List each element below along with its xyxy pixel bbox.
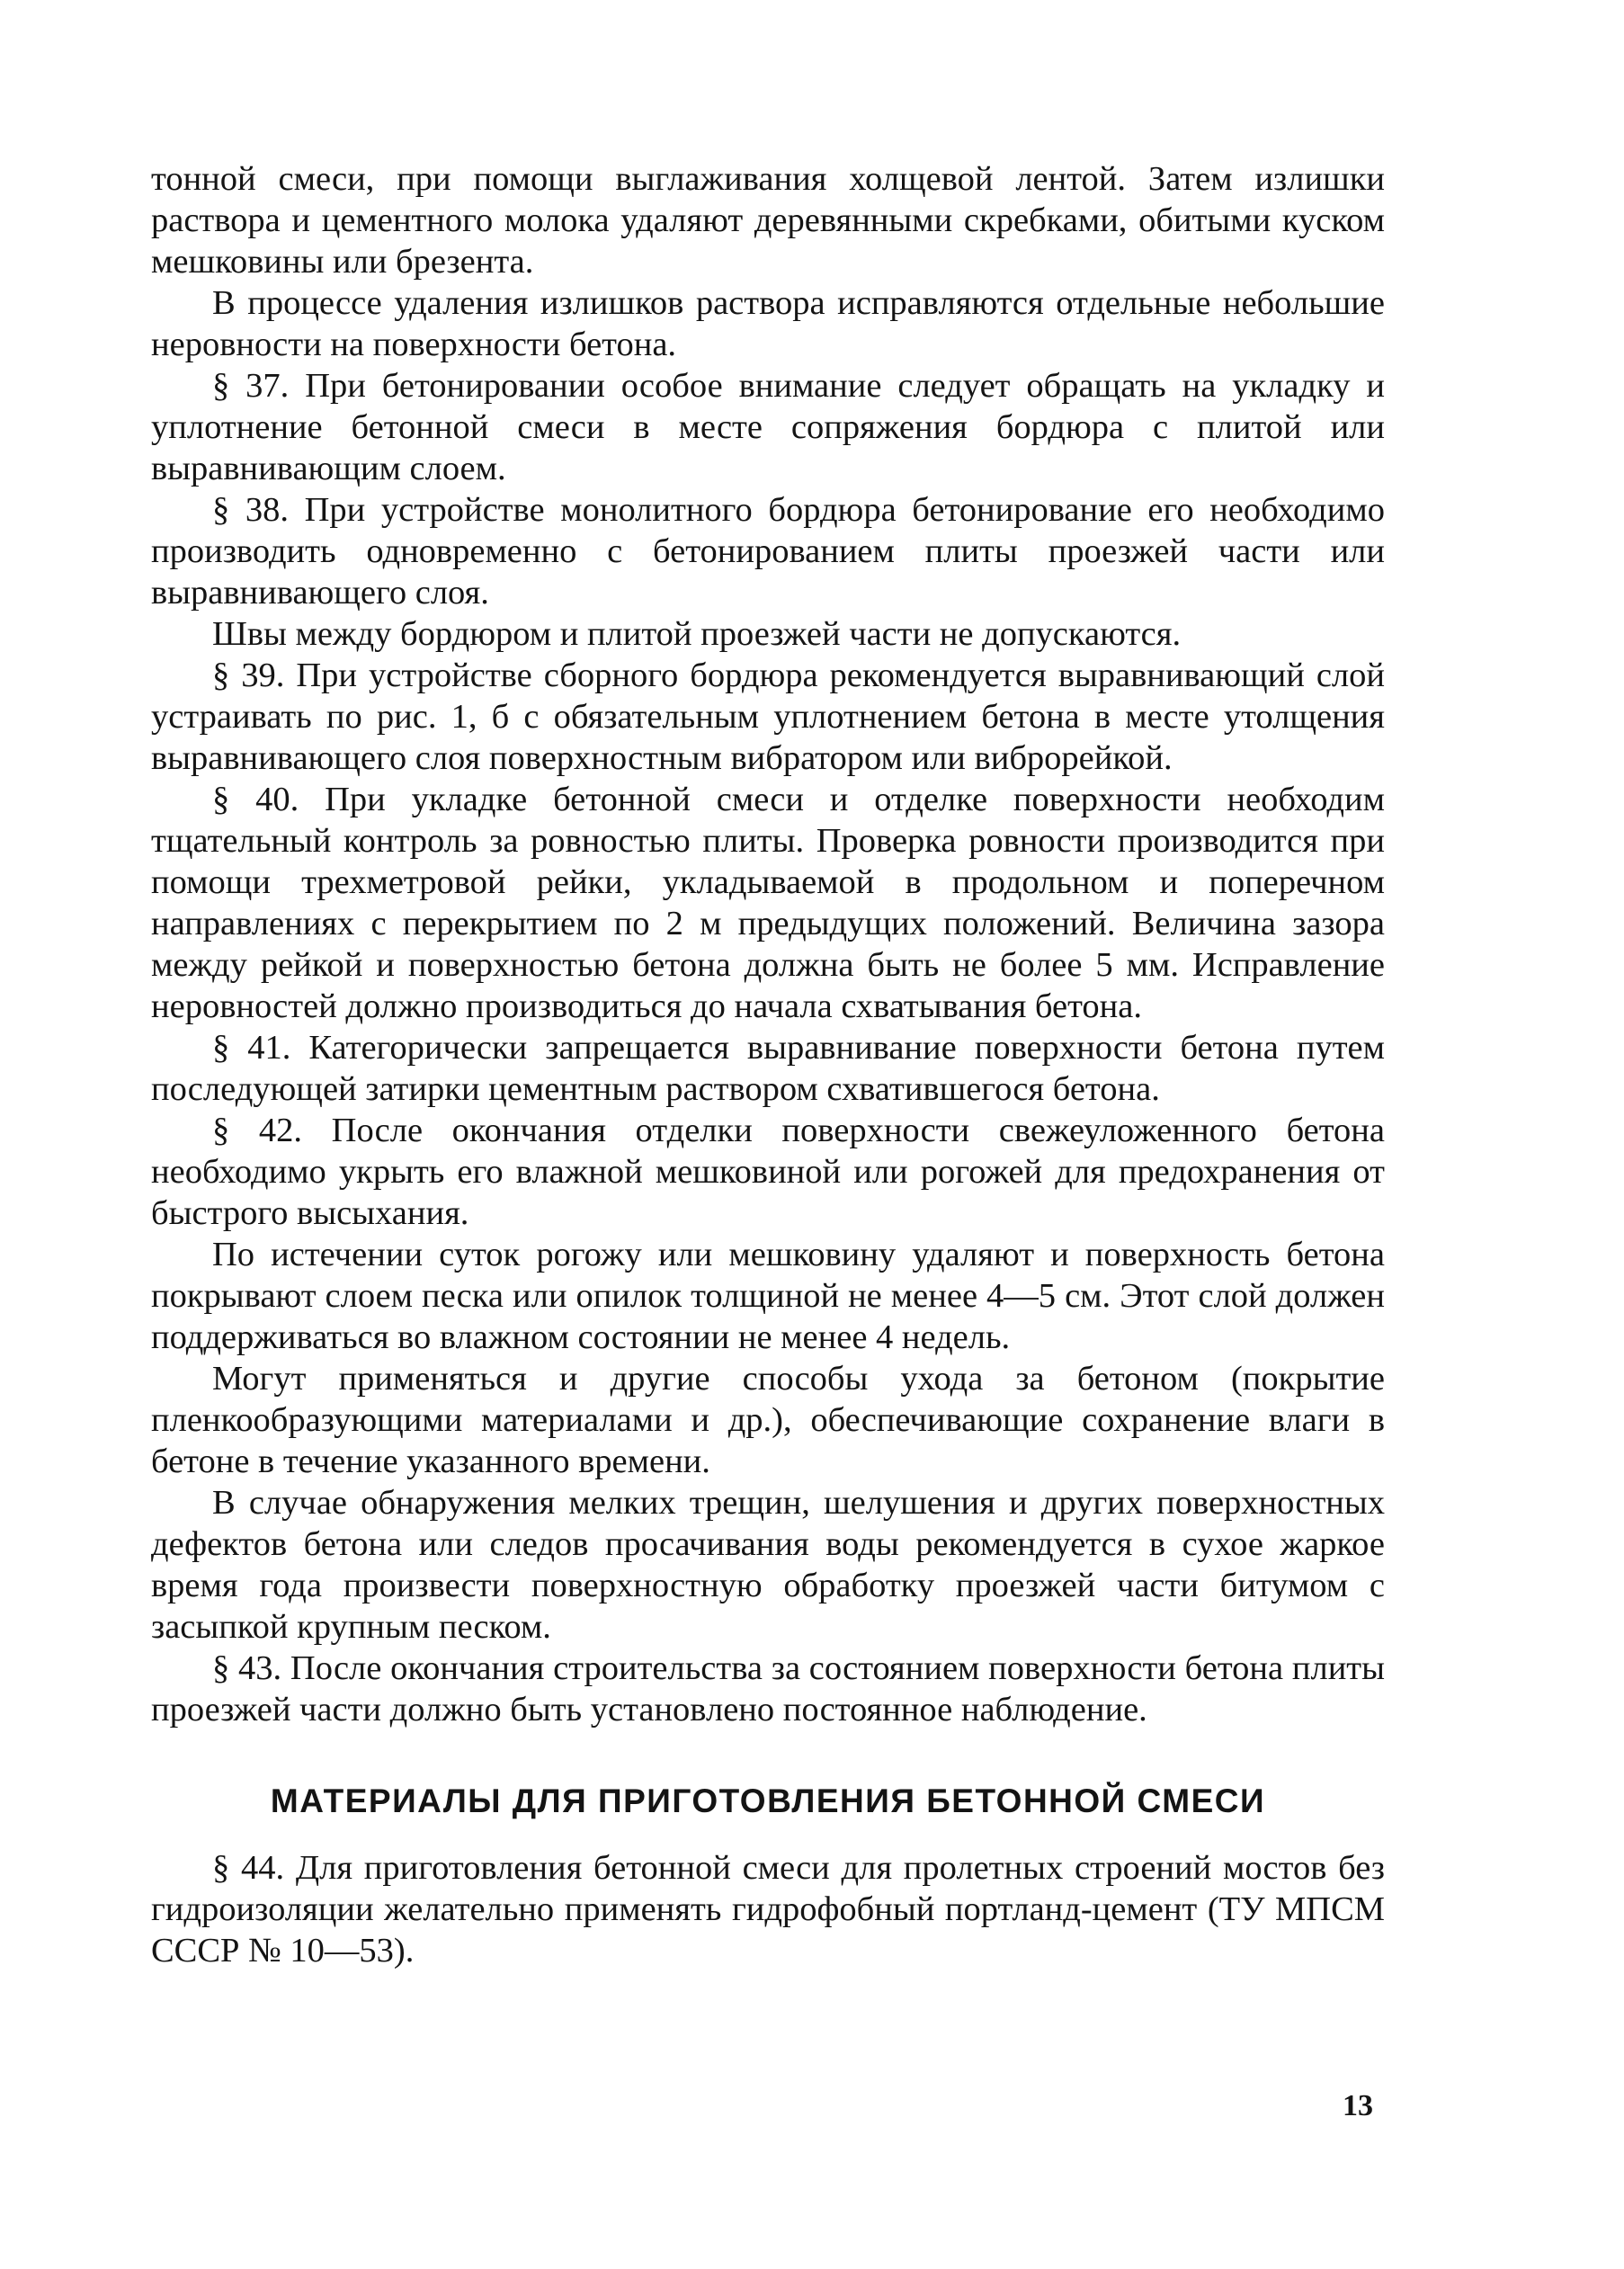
paragraph-cracks: В случае обнаружения мелких трещин, шелушения и других поверхностных дефектов бетона или следов просачивания воды рекомендуется в сухое жаркое время года произвести поверхностную обработку проезжей части битумом с засыпкой крупным песком.	[151, 1484, 1385, 1646]
paragraph-section-41: § 41. Категорически запрещается выравнивание поверхности бетона путем последующей затирки цементным раствором схватившегося бетона.	[151, 1029, 1385, 1108]
paragraph-section-38: § 38. При устройстве монолитного бордюра бетонирование его необходимо производить одновременно с бетонированием плиты проезжей части или выравнивающего слоя.	[151, 491, 1385, 612]
paragraph-sand-layer: По истечении суток рогожу или мешковину удаляют и поверхность бетона покрывают слоем песка или опилок толщиной не менее 4—5 см. Этот слой должен поддерживаться во влажном состоянии не менее 4 недель.	[151, 1236, 1385, 1356]
paragraph-section-42: § 42. После окончания отделки поверхности свежеуложенного бетона необходимо укрыть его влажной мешковиной или рогожей для предохранения от быстрого высыхания.	[151, 1112, 1385, 1232]
section-heading: МАТЕРИАЛЫ ДЛЯ ПРИГОТОВЛЕНИЯ БЕТОННОЙ СМЕСИ	[270, 1782, 1266, 1819]
paragraph-section-43: § 43. После окончания строительства за состоянием поверхности бетона плиты проезжей части должно быть установлено постоянное наблюдение.	[151, 1649, 1385, 1729]
paragraph-joints: Швы между бордюром и плитой проезжей части не допускаются.	[212, 615, 1182, 653]
paragraph-section-37: § 37. При бетонировании особое внимание следует обращать на укладку и уплотнение бетонной смеси в месте сопряжения бордюра с плитой или выравнивающим слоем.	[151, 367, 1385, 487]
paragraph-continuation: тонной смеси, при помощи выглаживания холщевой лентой. Затем излишки раствора и цементного молока удаляют деревянными скребками, обитыми куском мешковины или брезента.	[151, 160, 1385, 281]
paragraph-section-40: § 40. При укладке бетонной смеси и отделке поверхности необходим тщательный контроль за ровностью плиты. Проверка ровности производится при помощи трехметровой рейки, укладываемой в продольном и поперечном направлениях с перекрытием по 2 м предыдущих положений. Величина зазора между рейкой и поверхностью бетона должна быть не более 5 мм. Исправление неровностей должно производиться до начала схватывания бетона.	[151, 781, 1385, 1025]
paragraph-surface-irregularities: В процессе удаления излишков раствора исправляются отдельные небольшие неровности на поверхности бетона.	[151, 284, 1385, 363]
document-page	[151, 158, 1385, 1971]
paragraph-section-44: § 44. Для приготовления бетонной смеси для пролетных строений мостов без гидроизоляции желательно применять гидрофобный портланд-цемент (ТУ МПСМ СССР № 10—53).	[151, 1849, 1385, 1970]
page-number: 13	[1343, 2089, 1373, 2122]
paragraph-other-methods: Могут применяться и другие способы ухода за бетоном (покрытие пленкообразующими материалами и др.), обеспечивающие сохранение влаги в бетоне в течение указанного времени.	[151, 1360, 1385, 1480]
paragraph-section-39: § 39. При устройстве сборного бордюра рекомендуется выравнивающий слой устраивать по рис. 1, б с обязательным уплотнением бетона в месте утолщения выравнивающего слоя поверхностным вибратором или виброрейкой.	[151, 657, 1385, 777]
